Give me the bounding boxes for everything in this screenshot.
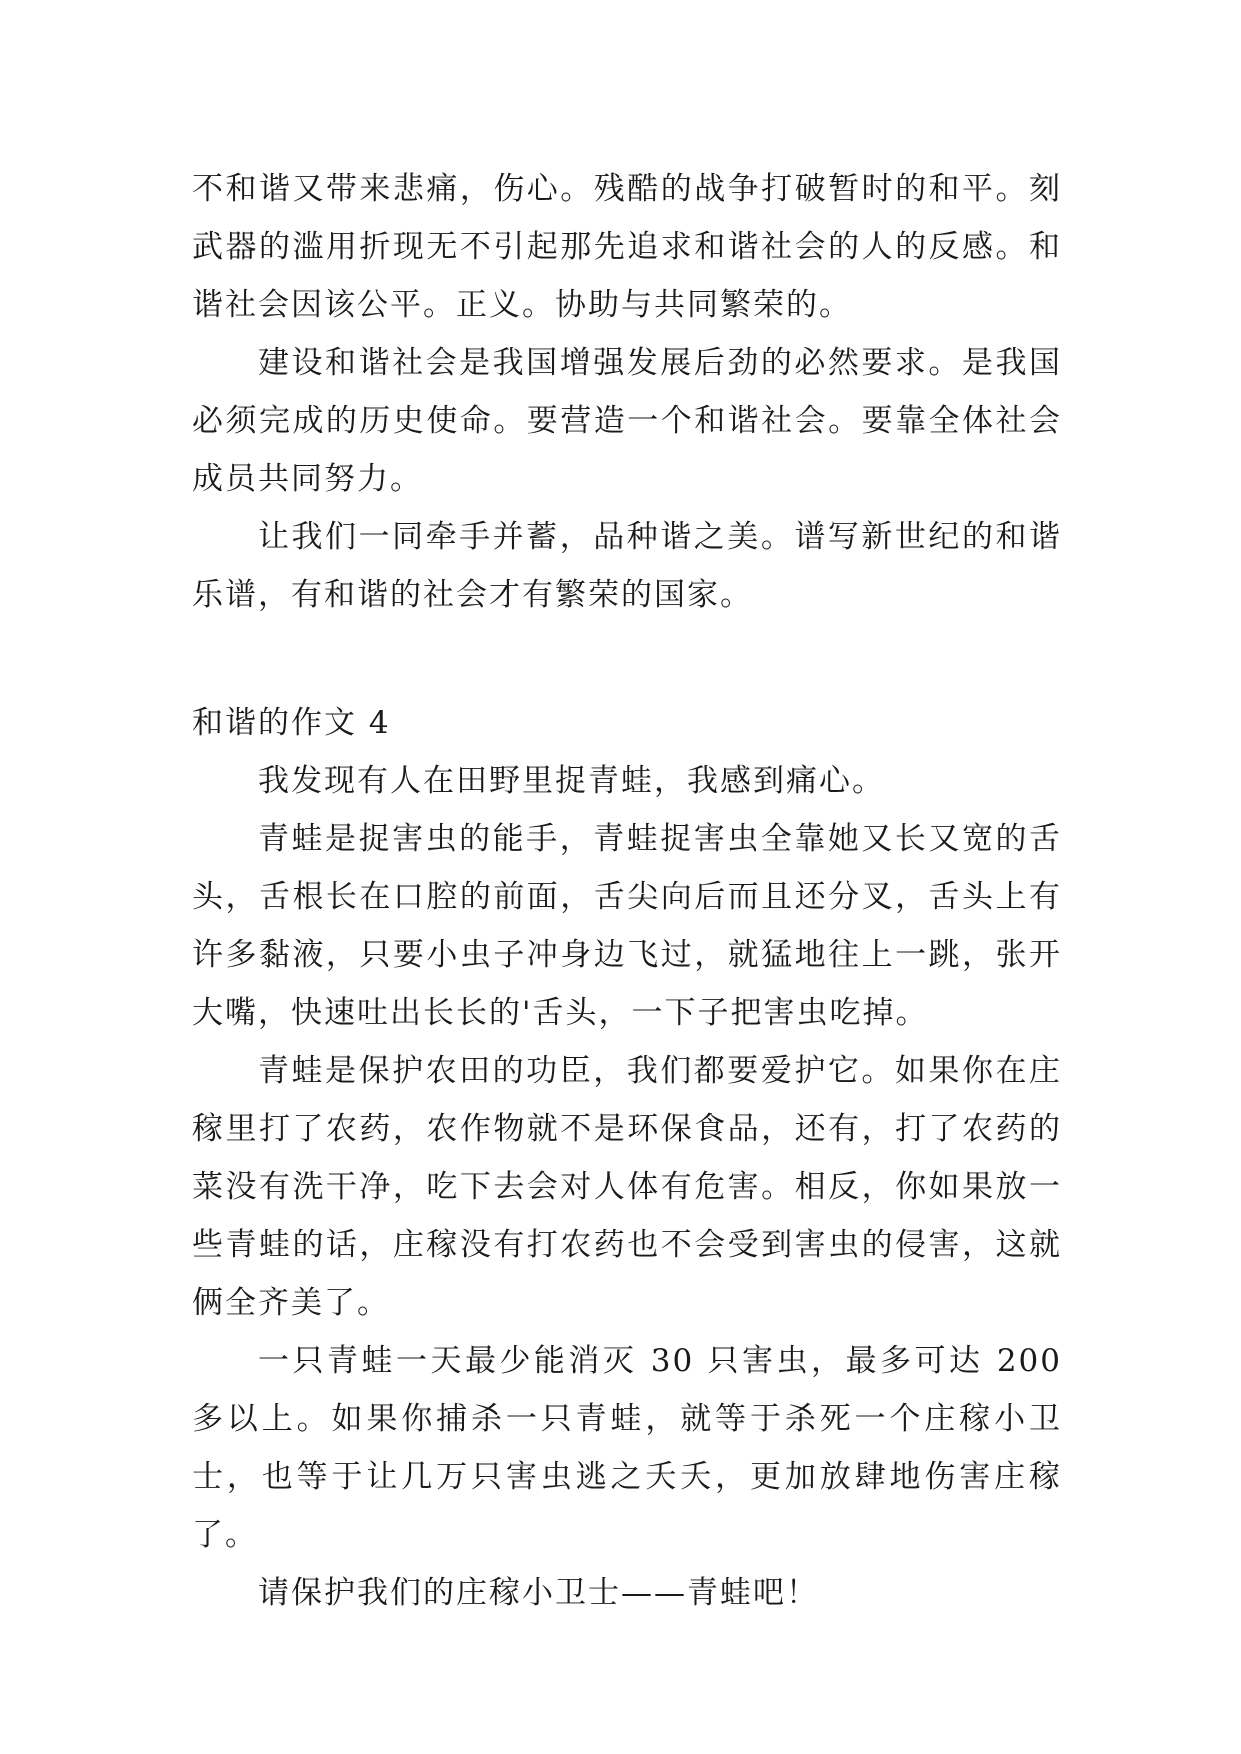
document-page — [192, 160, 1062, 1622]
paragraph: 让我们一同牵手并蓄，品种谐之美。谱写新世纪的和谐乐谱，有和谐的社会才有繁荣的国家。 — [192, 519, 1062, 613]
paragraph: 建设和谐社会是我国增强发展后劲的必然要求。是我国必须完成的历史使命。要营造一个和谐社会。要靠全体社会成员共同努力。 — [192, 345, 1062, 497]
section-heading: 和谐的作文 4 — [192, 705, 391, 741]
paragraph-continuation: 不和谐又带来悲痛，伤心。残酷的战争打破暂时的和平。刻武器的滥用折现无不引起那先追求和谐社会的人的反感。和谐社会因该公平。正义。协助与共同繁荣的。 — [192, 171, 1062, 323]
paragraph: 青蛙是捉害虫的能手，青蛙捉害虫全靠她又长又宽的舌头，舌根长在口腔的前面，舌尖向后而且还分叉，舌头上有许多黏液，只要小虫子冲身边飞过，就猛地往上一跳，张开大嘴，快速吐出长长的'舌头，一下子把害虫吃掉。 — [192, 821, 1062, 1031]
paragraph: 青蛙是保护农田的功臣，我们都要爱护它。如果你在庄稼里打了农药，农作物就不是环保食品，还有，打了农药的菜没有洗干净，吃下去会对人体有危害。相反，你如果放一些青蛙的话，庄稼没有打农药也不会受到害虫的侵害，这就俩全齐美了。 — [192, 1053, 1062, 1321]
paragraph: 请保护我们的庄稼小卫士——青蛙吧！ — [258, 1575, 819, 1611]
paragraph: 我发现有人在田野里捉青蛙，我感到痛心。 — [258, 763, 885, 799]
paragraph: 一只青蛙一天最少能消灭 30 只害虫，最多可达 200 多以上。如果你捕杀一只青蛙，就等于杀死一个庄稼小卫士，也等于让几万只害虫逃之夭夭，更加放肆地伤害庄稼了。 — [192, 1343, 1062, 1553]
